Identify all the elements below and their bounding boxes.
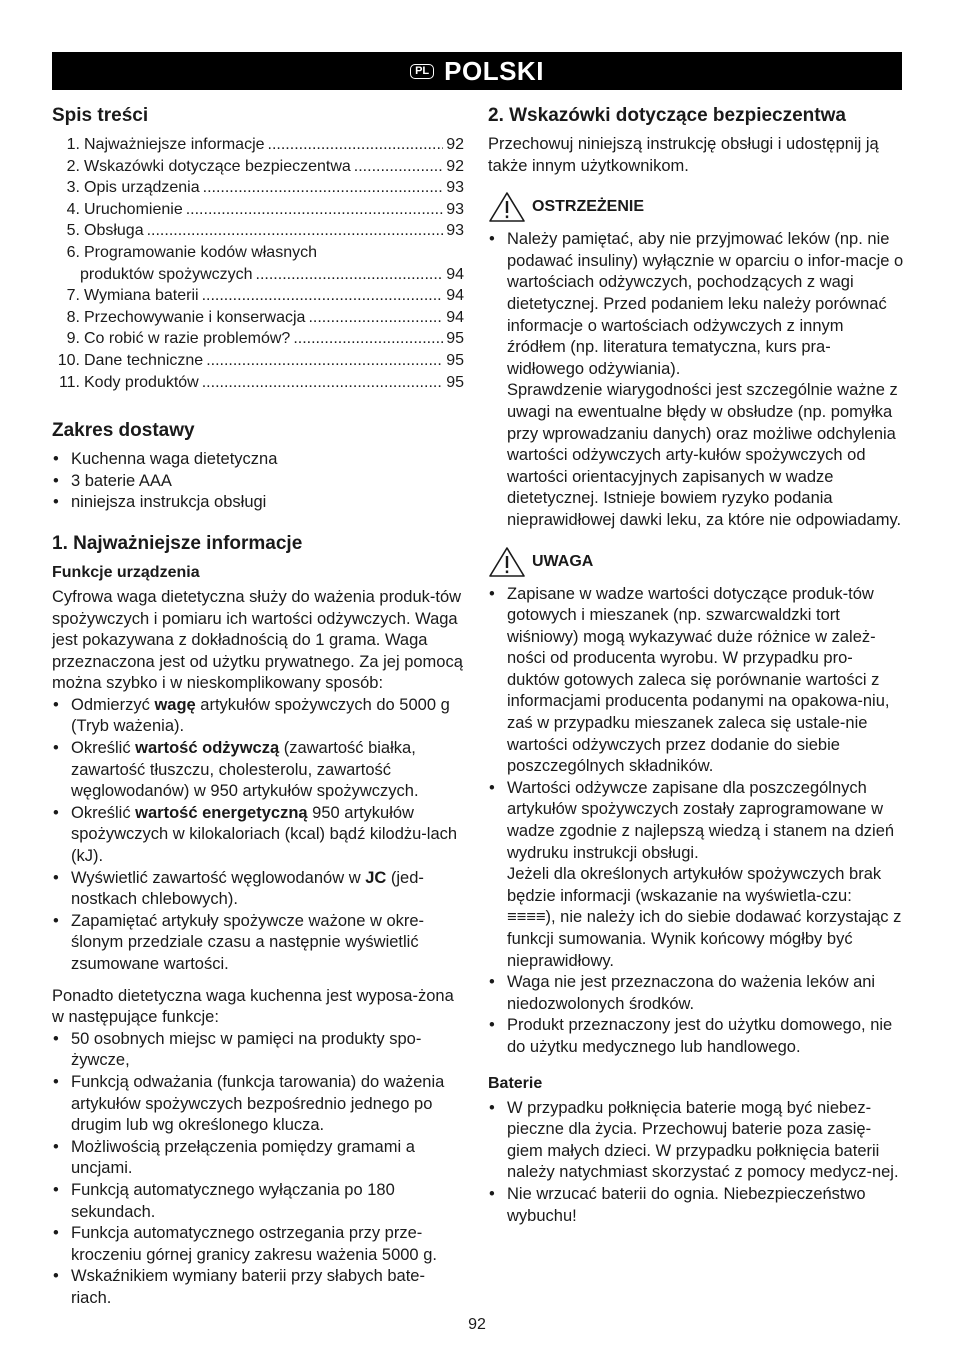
warning-list	[488, 229, 904, 531]
section1-intro: Cyfrowa waga dietetyczna służy do ważenia produk-tów spożywczych i pomiaru ich wartości odżywczych. Waga jest pokazywana z dokładnością do 1 grama. Waga przeznaczona jest od użytku prywatnego. Za jej pomocą można szybko i w nieskomplikowany sposób:	[52, 587, 463, 693]
list-item: • Waga nie jest przeznaczona do ważenia leków ani niedozwolonych środków.	[488, 972, 904, 1015]
extra-functions-intro: Ponadto dietetyczna waga kuchenna jest wyposa-żona w następujące funkcje:	[52, 986, 454, 1027]
list-item: • Wyświetlić zawartość węglowodanów w JC (jed-nostkach chlebowych).	[52, 868, 464, 911]
caution-label: UWAGA	[532, 552, 594, 570]
list-item: • Odmierzyć wagę artykułów spożywczych do 5000 g (Tryb ważenia).	[52, 695, 464, 738]
toc-item[interactable]: 10. Dane techniczne ..... 95	[52, 350, 464, 372]
functions-list	[52, 695, 464, 976]
list-item: • Funkcją automatycznego wyłączania po 180 sekundach.	[52, 1180, 464, 1223]
list-item: • Funkcją odważania (funkcja tarowania) do ważenia artykułów spożywczych bezpośrednio jednego po drugim lub wg określonego klucza.	[52, 1072, 464, 1137]
toc-item[interactable]: 5. Obsługa ..... 93	[52, 220, 464, 242]
list-item: • Kuchenna waga dietetyczna	[52, 449, 464, 471]
list-item: • niniejsza instrukcja obsługi	[52, 492, 464, 514]
page-number: 92	[468, 1316, 486, 1333]
batteries-list	[488, 1098, 904, 1228]
batteries-title: Baterie	[488, 1074, 543, 1092]
section1-subtitle: Funkcje urządzenia	[52, 563, 200, 581]
toc-item[interactable]: 11. Kody produktów ..... 95	[52, 372, 464, 394]
warning-header	[488, 191, 904, 223]
section1-title: 1. Najważniejsze informacje	[52, 532, 303, 554]
list-item: • Wskaźnikiem wymiany baterii przy słabych bate-riach.	[52, 1266, 464, 1309]
caution-list	[488, 584, 904, 1059]
language-banner	[52, 52, 902, 90]
list-item: • Należy pamiętać, aby nie przyjmować leków (np. nie podawać insuliny) wyłącznie w oparciu o infor-macje o wartościach odżywczych, pochodzących z wagi dietetycznej. Przed podaniem leku należy porównać informacje o wartościach odżywczych z innym źródłem (np. literatura tematyczna, kurs pra-widłowego odżywiania). Sprawdzenie wiarygodności jest szczególnie ważne z uwagi na ewentualne błędy w obsłudze (np. pomyłka przy wprowadzaniu danych) oraz możliwe odchylenia wartości odżywczych arty-kułów spożywczych od wartości orientacyjnych zapisanych w wadze dietetycznej. Istnieje bowiem ryzyko podania nieprawidłowej dawki leku, za które nie odpowiadamy.	[488, 229, 904, 531]
list-item: • 3 baterie AAA	[52, 471, 464, 493]
caution-triangle-icon	[488, 546, 526, 578]
list-item: • W przypadku połknięcia baterie mogą być niebez-pieczne dla życia. Przechowuj baterie poza zasię-giem małych dzieci. W przypadku połknięcia baterii należy natychmiast skorzystać z pomocy medycz-nej.	[488, 1098, 904, 1184]
toc-item[interactable]: 3. Opis urządzenia ..... 93	[52, 177, 464, 199]
caution-header	[488, 546, 904, 578]
toc-item[interactable]: 7. Wymiana baterii ..... 94	[52, 285, 464, 307]
toc-item[interactable]: 9. Co robić w razie problemów? ..... 95	[52, 328, 464, 350]
list-item: • Zapamiętać artykuły spożywcze ważone w okre-ślonym przedziale czasu a następnie wyświetlić zsumowane wartości.	[52, 911, 464, 976]
list-item: • Nie wrzucać baterii do ognia. Niebezpieczeństwo wybuchu!	[488, 1184, 904, 1227]
delivery-list	[52, 449, 464, 514]
toc-item[interactable]: 1. Najważniejsze informacje ..... 92	[52, 134, 464, 156]
list-item: • Produkt przeznaczony jest do użytku domowego, nie do użytku medycznego lub handlowego.	[488, 1015, 904, 1058]
list-item: • Funkcja automatycznego ostrzegania przy prze-kroczeniu górnej granicy zakresu ważenia 5000 g.	[52, 1223, 464, 1266]
toc-item[interactable]: 6. Programowanie kodów własnych produktów spożywczych ..... 94	[52, 242, 464, 285]
warning-label: OSTRZEŻENIE	[532, 198, 645, 216]
list-item: • Określić wartość energetyczną 950 artykułów spożywczych w kilokaloriach (kcal) bądź kilodżu-lach (kJ).	[52, 803, 464, 868]
section2-intro: Przechowuj niniejszą instrukcję obsługi i udostępnij ją także innym użytkownikom.	[488, 135, 879, 175]
delivery-title: Zakres dostawy	[52, 420, 195, 442]
extra-functions-list	[52, 1029, 464, 1310]
language-code-badge: PL	[410, 64, 434, 79]
toc-item[interactable]: 8. Przechowywanie i konserwacja ..... 94	[52, 307, 464, 329]
warning-triangle-icon	[488, 191, 526, 223]
left-column	[52, 104, 464, 1310]
list-item: • Możliwością przełączenia pomiędzy gramami a uncjami.	[52, 1137, 464, 1180]
list-item: • Określić wartość odżywczą (zawartość białka, zawartość tłuszczu, cholesterolu, zawartość węglowodanów) w 950 artykułów spożywczych.	[52, 738, 464, 803]
list-item: • Wartości odżywcze zapisane dla poszczególnych artykułów spożywczych zostały zaprogramowane w wadze zgodnie z najlepszą wiedzą i stanem na dzień wydruku instrukcji obsługi. Jeżeli dla określonych artykułów spożywczych brak będzie informacji (wskazanie na wyświetla-czu: ≡≡≡≡), nie należy ich do siebie dodawać korzystając z funkcji sumowania. Wynik końcowy mógłby być nieprawidłowy.	[488, 778, 904, 972]
list-item: • Zapisane w wadze wartości dotyczące produk-tów gotowych i mieszanek (np. szwarcwaldzki tort wiśniowy) mogą wykazywać duże różnice w zależ-ności od producenta wyrobu. W przypadku pro-duktów gotowych zaleca się porównanie wartości z informacjami producenta podanymi na opakowa-niu, zaś w przypadku mieszanek zaleca się ustale-nie wartości odżywczych przez dodanie do siebie poszczególnych składników.	[488, 584, 904, 778]
section2-title: 2. Wskazówki dotyczące bezpieczentwa	[488, 105, 846, 126]
toc-title: Spis treści	[52, 105, 149, 126]
right-column	[488, 104, 904, 1227]
toc-item[interactable]: 2. Wskazówki dotyczące bezpieczentwa ..... 92	[52, 156, 464, 178]
toc-item[interactable]: 4. Uruchomienie ..... 93	[52, 199, 464, 221]
list-item: • 50 osobnych miejsc w pamięci na produkty spo-żywcze,	[52, 1029, 464, 1072]
table-of-contents	[52, 134, 464, 393]
language-title: POLSKI	[444, 55, 544, 86]
